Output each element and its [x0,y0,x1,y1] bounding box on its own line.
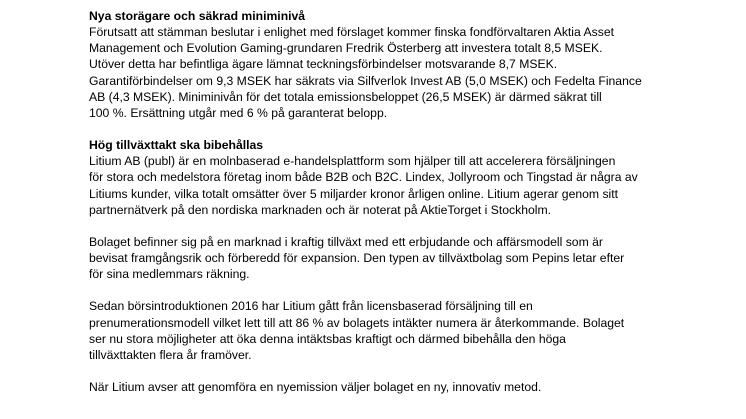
text-line: Garantiförbindelser om 9,3 MSEK har säkrats via Silfverlok Invest AB (5,0 MSEK) och Fedelta Finance [89,73,642,88]
text-line: för stora och medelstora företag inom både B2B och B2C. Lindex, Jollyroom och Tingstad är några av [89,170,638,185]
section-heading-growth: Hög tillväxttakt ska bibehållas [89,138,264,153]
paragraph-subscription [89,298,729,363]
text-line: När Litium avser att genomföra en nyemission väljer bolaget en ny, innovativ metod. [89,380,542,395]
text-line: för sina medlemmars räkning. [89,267,250,282]
section-heading-new-owners: Nya storägare och säkrad miniminivå [89,9,306,23]
text-line: Management och Evolution Gaming-grundaren Fredrik Österberg att investera totalt 8,5 MSEK. [89,41,603,56]
document-page [89,8,729,395]
paragraph-gap [89,282,729,298]
text-line: Förutsatt att stämman beslutar i enlighet med förslaget kommer finska fondförvaltaren Aktia Asset [89,25,614,39]
paragraph-new-owners [89,24,729,121]
text-line: bevisat framgångsrik och förberedd för expansion. Den typen av tillväxtbolag som Pepins letar efter [89,251,625,266]
text-line: AB (4,3 MSEK). Miniminivån för det totala emissionsbeloppet (26,5 MSEK) är därmed säkrat till [89,89,602,104]
text-line: partnernätverk på den nordiska marknaden och är noterat på AktieTorget i Stockholm. [89,202,552,217]
text-line: ser nu stora möjligheter att öka denna intäktsbas kraftigt och därmed bibehålla den höga [89,331,566,346]
text-line: Sedan börsintroduktionen 2016 har Litium gått från licensbaserad försäljning till en [89,299,533,314]
paragraph-gap [89,121,729,137]
text-line: prenumerationsmodell vilket lett till att 86 % av bolagets intäkter numera är återkommande. Bolaget [89,315,625,330]
text-line: Litium AB (publ) är en molnbaserad e-handelsplattform som hjälper till att accelerera försäljningen [89,154,616,169]
paragraph-gap [89,218,729,234]
paragraph-market [89,234,729,283]
paragraph-gap [89,363,729,379]
text-line: tillväxttakten flera år framöver. [89,348,252,362]
paragraph-new-issue [89,379,729,395]
text-line: Litiums kunder, vilka totalt omsätter över 5 miljarder kronor årligen online. Litium agerar genom sitt [89,186,619,201]
paragraph-litium-intro [89,153,729,218]
text-line: Bolaget befinner sig på en marknad i kraftig tillväxt med ett erbjudande och affärsmodell som är [89,234,603,249]
text-line: Utöver detta har befintliga ägare lämnat teckningsförbindelser motsvarande 8,7 MSEK. [89,57,558,72]
text-line: 100 %. Ersättning utgår med 6 % på garanterat belopp. [89,105,388,120]
